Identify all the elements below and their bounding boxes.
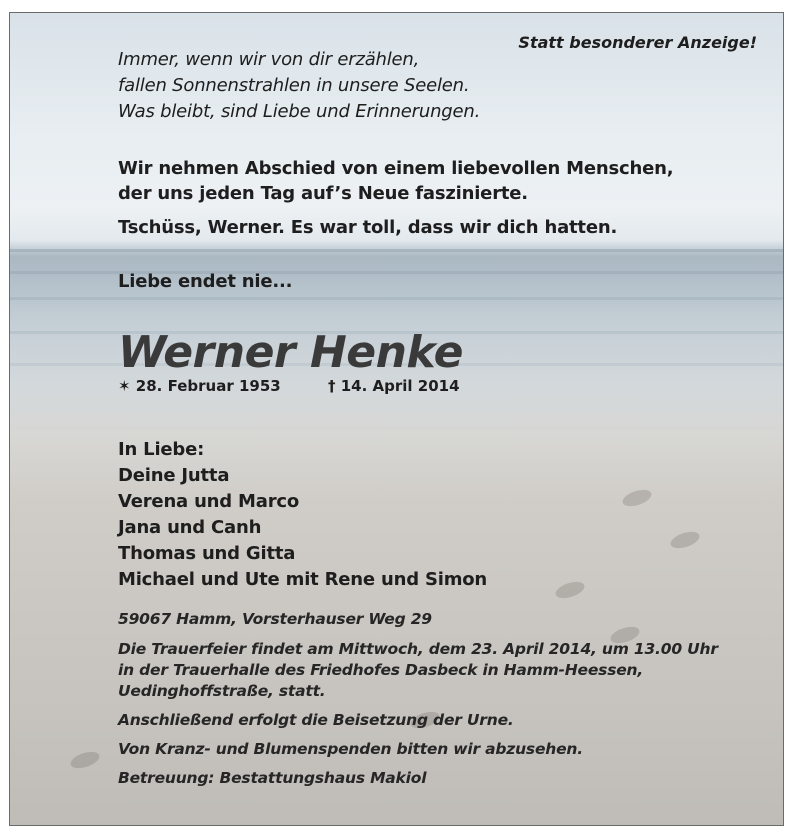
farewell-line: der uns jeden Tag auf’s Neue faszinierte. <box>118 183 528 204</box>
mourner-line: Thomas und Gitta <box>118 543 296 564</box>
ceremony-line: Die Trauerfeier findet am Mittwoch, dem 23. April 2014, um 13.00 Uhr <box>118 640 718 658</box>
death-date: † 14. April 2014 <box>328 377 460 395</box>
address-line: 59067 Hamm, Vorsterhauser Weg 29 <box>118 610 432 628</box>
ceremony-line: in der Trauerhalle des Friedhofes Dasbeck in Hamm-Heessen, <box>118 661 644 679</box>
ceremony-line: Uedinghoffstraße, statt. <box>118 682 326 700</box>
farewell-text <box>118 156 673 206</box>
mourners-block <box>118 437 487 593</box>
poem-line: Was bleibt, sind Liebe und Erinnerungen. <box>118 101 481 122</box>
undertaker-line: Betreuung: Bestattungshaus Makiol <box>118 769 427 787</box>
header-note: Statt besonderer Anzeige! <box>518 33 757 52</box>
mourner-line: Deine Jutta <box>118 465 230 486</box>
mourner-line: Verena und Marco <box>118 491 300 512</box>
mourner-line: Jana und Canh <box>118 517 262 538</box>
wave-decoration <box>10 297 783 300</box>
goodbye-line: Tschüss, Werner. Es war toll, dass wir dich hatten. <box>118 217 618 238</box>
mourners-heading: In Liebe: <box>118 439 205 460</box>
ceremony-block <box>118 639 718 702</box>
wave-decoration <box>10 249 783 252</box>
birth-date: ✶ 28. Februar 1953 <box>118 377 281 395</box>
poem <box>118 47 480 125</box>
footprint-decoration <box>621 487 654 510</box>
mourner-line: Michael und Ute mit Rene und Simon <box>118 569 488 590</box>
footprint-decoration <box>69 749 102 772</box>
burial-line: Anschließend erfolgt die Beisetzung der Urne. <box>118 711 514 729</box>
footprint-decoration <box>554 579 587 602</box>
deceased-name: Werner Henke <box>118 327 463 378</box>
flowers-line: Von Kranz- und Blumenspenden bitten wir abzusehen. <box>118 740 583 758</box>
obituary-notice <box>9 12 784 826</box>
poem-line: fallen Sonnenstrahlen in unsere Seelen. <box>118 75 470 96</box>
motto-line: Liebe endet nie... <box>118 271 293 292</box>
farewell-line: Wir nehmen Abschied von einem liebevollen Menschen, <box>118 158 674 179</box>
poem-line: Immer, wenn wir von dir erzählen, <box>118 49 420 70</box>
footprint-decoration <box>669 529 702 552</box>
